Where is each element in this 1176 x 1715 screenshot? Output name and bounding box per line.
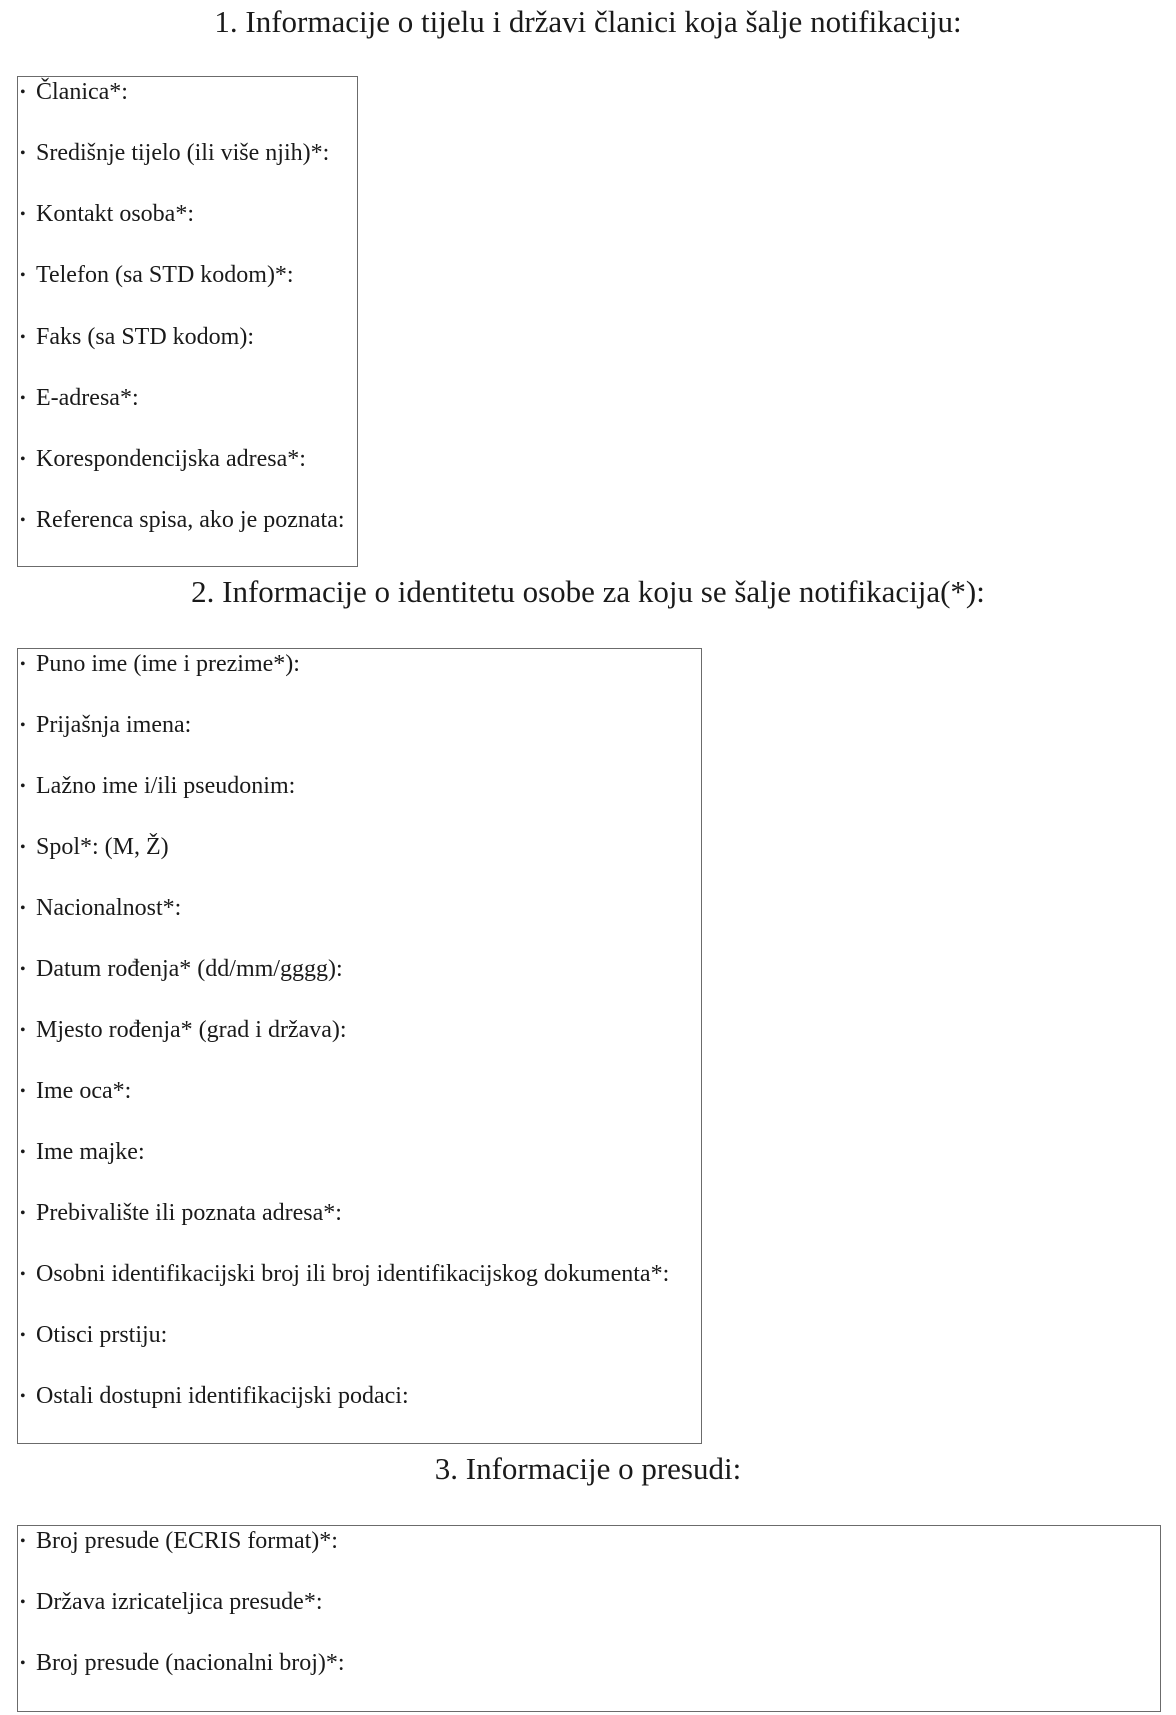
- bullet-icon: •: [20, 900, 26, 917]
- section-2-title: 2. Informacije o identitetu osobe za koju se šalje notifikacija(*):: [191, 574, 985, 609]
- bullet-icon: •: [20, 145, 26, 162]
- field-prebivaliste: • Prebivalište ili poznata adresa*:: [20, 1198, 342, 1229]
- field-ime-majke: • Ime majke:: [20, 1137, 145, 1168]
- field-lazno-ime: • Lažno ime i/ili pseudonim:: [20, 771, 295, 802]
- bullet-icon: •: [20, 1205, 26, 1222]
- field-e-adresa: • E-adresa*:: [20, 383, 139, 414]
- field-broj-presude-ecris: • Broj presude (ECRIS format)*:: [20, 1526, 338, 1557]
- field-telefon: • Telefon (sa STD kodom)*:: [20, 260, 294, 291]
- bullet-icon: •: [20, 1388, 26, 1405]
- field-spol: • Spol*: (M, Ž): [20, 832, 169, 863]
- field-otisci-prstiju: • Otisci prstiju:: [20, 1320, 167, 1351]
- section-1-title: 1. Informacije o tijelu i državi članici koja šalje notifikaciju:: [214, 4, 962, 39]
- section-2-box: [17, 648, 702, 1444]
- field-puno-ime: • Puno ime (ime i prezime*):: [20, 649, 300, 680]
- bullet-icon: •: [20, 1594, 26, 1611]
- bullet-icon: •: [20, 778, 26, 795]
- bullet-icon: •: [20, 1327, 26, 1344]
- field-nacionalnost: • Nacionalnost*:: [20, 893, 181, 924]
- field-faks: • Faks (sa STD kodom):: [20, 322, 254, 353]
- section-3-box: [17, 1525, 1161, 1712]
- section-1-box: [17, 76, 358, 567]
- field-sredisnje-tijelo: • Središnje tijelo (ili više njih)*:: [20, 138, 329, 169]
- bullet-icon: •: [20, 1266, 26, 1283]
- bullet-icon: •: [20, 1022, 26, 1039]
- field-drzava-izricateljica: • Država izricateljica presude*:: [20, 1587, 323, 1618]
- bullet-icon: •: [20, 717, 26, 734]
- field-ostali-podaci: • Ostali dostupni identifikacijski podaci:: [20, 1381, 409, 1412]
- bullet-icon: •: [20, 206, 26, 223]
- bullet-icon: •: [20, 961, 26, 978]
- bullet-icon: •: [20, 390, 26, 407]
- bullet-icon: •: [20, 839, 26, 856]
- bullet-icon: •: [20, 329, 26, 346]
- field-mjesto-rodenja: • Mjesto rođenja* (grad i država):: [20, 1015, 347, 1046]
- bullet-icon: •: [20, 512, 26, 529]
- field-broj-presude-nacionalni: • Broj presude (nacionalni broj)*:: [20, 1648, 345, 1679]
- field-ime-oca: • Ime oca*:: [20, 1076, 131, 1107]
- field-datum-rodenja: • Datum rođenja* (dd/mm/gggg):: [20, 954, 343, 985]
- bullet-icon: •: [20, 1655, 26, 1672]
- bullet-icon: •: [20, 1144, 26, 1161]
- bullet-icon: •: [20, 1533, 26, 1550]
- field-prijasnja-imena: • Prijašnja imena:: [20, 710, 191, 741]
- section-3-title: 3. Informacije o presudi:: [434, 1451, 742, 1486]
- field-kontakt-osoba: • Kontakt osoba*:: [20, 199, 194, 230]
- bullet-icon: •: [20, 267, 26, 284]
- bullet-icon: •: [20, 451, 26, 468]
- field-osobni-identifikacijski-broj: • Osobni identifikacijski broj ili broj identifikacijskog dokumenta*:: [20, 1259, 669, 1290]
- bullet-icon: •: [20, 1083, 26, 1100]
- field-korespondencijska-adresa: • Korespondencijska adresa*:: [20, 444, 306, 475]
- bullet-icon: •: [20, 656, 26, 673]
- field-clanica: • Članica*:: [20, 77, 128, 108]
- field-referenca-spisa: • Referenca spisa, ako je poznata:: [20, 505, 345, 536]
- bullet-icon: •: [20, 84, 26, 101]
